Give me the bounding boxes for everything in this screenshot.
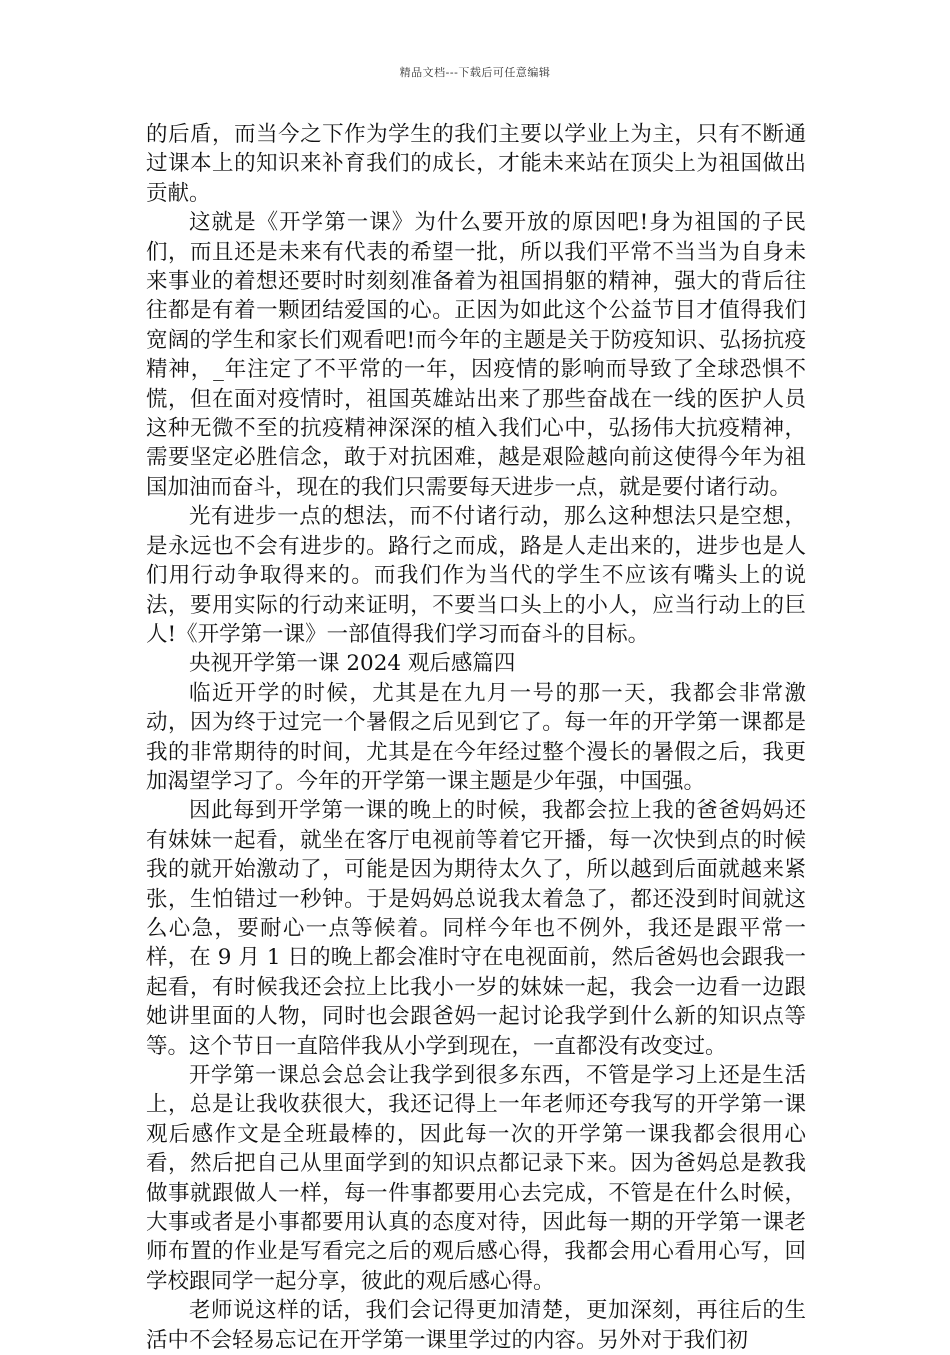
paragraph-continuation: 的后盾，而当今之下作为学生的我们主要以学业上为主，只有不断通过课本上的知识来补育我们的成长，才能未来站在顶尖上为祖国做出贡献。 — [146, 122, 806, 206]
paragraph: 因此每到开学第一课的晚上的时候，我都会拉上我的爸爸妈妈还有妹妹一起看，就坐在客厅电视前等着它开播，每一次快到点的时候我的就开始激动了，可能是因为期待太久了，所以越到后面就越来紧张，生怕错过一秒钟。于是妈妈总说我太着急了，都还没到时间就这么心急，要耐心一点等候着。同样今年也不例外，我还是跟平常一样，在 9 月 1 日的晚上都会准时守在电视面前，然后爸妈也会跟我一起看，有时候我还会拉上比我小一岁的妹妹一起，我会一边看一边跟她讲里面的人物，同时也会跟爸妈一起讨论我学到什么新的知识点等等。这个节日一直陪伴我从小学到现在，一直都没有改变过。 — [146, 798, 806, 1059]
paragraph: 这就是《开学第一课》为什么要开放的原因吧!身为祖国的子民们，而且还是未来有代表的希望一批，所以我们平常不当当为自身未来事业的着想还要时时刻刻准备着为祖国捐躯的精神，强大的背后往往都是有着一颗团结爱国的心。正因为如此这个公益节目才值得我们宽阔的学生和家长们观看吧!而今年的主题是关于防疫知识、弘扬抗疫精神，_年注定了不平常的一年，因疫情的影响而导致了全球恐惧不慌，但在面对疫情时，祖国英雄站出来了那些奋战在一线的医护人员这种无微不至的抗疫精神深深的植入我们心中，弘扬伟大抗疫精神，需要坚定必胜信念，敢于对抗困难，越是艰险越向前这使得今年为祖国加油而奋斗，现在的我们只需要每天进步一点，就是要付诸行动。 — [146, 210, 806, 500]
section-heading: 央视开学第一课 2024 观后感篇四 — [189, 651, 516, 677]
page-header: 精品文档---下载后可任意编辑 — [399, 66, 551, 79]
paragraph: 开学第一课总会总会让我学到很多东西，不管是学习上还是生活上，总是让我收获很大，我还记得上一年老师还夸我写的开学第一课观后感作文是全班最棒的，因此每一次的开学第一课我都会很用心看，然后把自己从里面学到的知识点都记录下来。因为爸妈总是教我做事就跟做人一样，每一件事都要用心去完成，不管是在什么时候，大事或者是小事都要用认真的态度对待，因此每一期的开学第一课老师布置的作业是写看完之后的观后感心得，我都会用心看用心写，回学校跟同学一起分享，彼此的观后感心得。 — [146, 1063, 806, 1294]
document-body — [146, 120, 806, 1355]
paragraph: 老师说这样的话，我们会记得更加清楚，更加深刻，再往后的生活中不会轻易忘记在开学第一课里学过的内容。另外对于我们初 — [146, 1298, 806, 1353]
paragraph: 光有进步一点的想法，而不付诸行动，那么这种想法只是空想，是永远也不会有进步的。路行之而成，路是人走出来的，进步也是人们用行动争取得来的。而我们作为当代的学生不应该有嘴头上的说法，要用实际的行动来证明，不要当口头上的小人，应当行动上的巨人!《开学第一课》一部值得我们学习而奋斗的目标。 — [146, 504, 806, 647]
paragraph: 临近开学的时候，尤其是在九月一号的那一天，我都会非常激动，因为终于过完一个暑假之后见到它了。每一年的开学第一课都是我的非常期待的时间，尤其是在今年经过整个漫长的暑假之后，我更加渴望学习了。今年的开学第一课主题是少年强，中国强。 — [146, 680, 806, 794]
